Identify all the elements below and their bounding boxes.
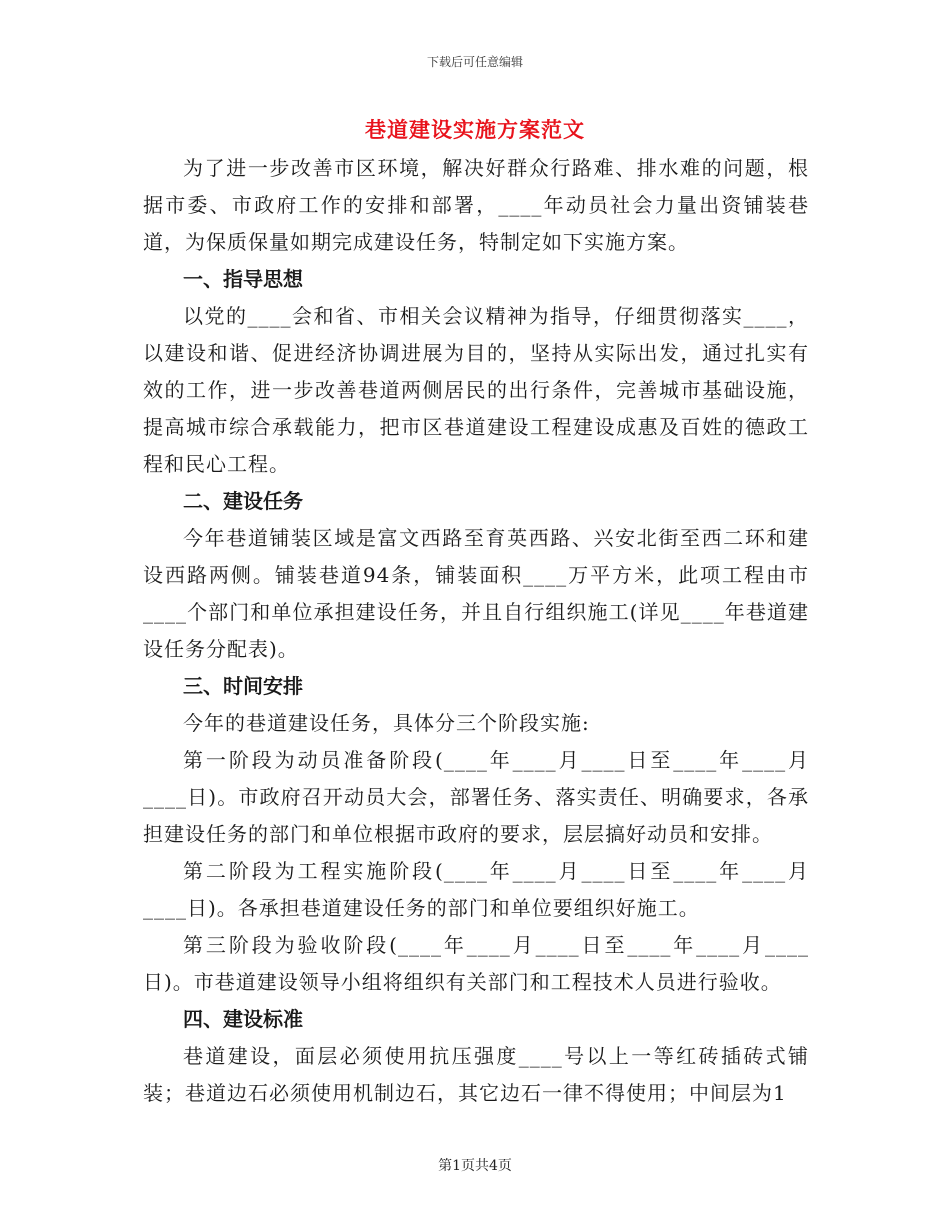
section-heading: 二、建设任务 bbox=[183, 489, 303, 513]
document-body bbox=[143, 150, 809, 1112]
section-paragraph: 今年的巷道建设任务，具体分三个阶段实施: bbox=[183, 711, 590, 735]
section-paragraph: 今年巷道铺装区域是富文西路至育英西路、兴安北街至西二环和建设西路两侧。铺装巷道94条，铺装面积____万平方米，此项工程由市____个部门和单位承担建设任务，并且自行组织施工(详见____年巷道建设任务分配表)。 bbox=[143, 526, 809, 661]
section-paragraph: 第二阶段为工程实施阶段(____年____月____日至____年____月____日)。各承担巷道建设任务的部门和单位要组织好施工。 bbox=[143, 859, 809, 920]
section-heading: 一、指导思想 bbox=[183, 267, 303, 291]
page-footer: 第1页共4页 bbox=[438, 1158, 512, 1174]
header-note: 下载后可任意编辑 bbox=[426, 55, 523, 69]
section-paragraph: 第三阶段为验收阶段(____年____月____日至____年____月____日)。市巷道建设领导小组将组织有关部门和工程技术人员进行验收。 bbox=[143, 933, 809, 994]
section-heading: 三、时间安排 bbox=[183, 674, 303, 698]
intro-paragraph: 为了进一步改善市区环境，解决好群众行路难、排水难的问题，根据市委、市政府工作的安排和部署，____年动员社会力量出资铺装巷道，为保质保量如期完成建设任务，特制定如下实施方案。 bbox=[143, 156, 809, 254]
section-paragraph: 第一阶段为动员准备阶段(____年____月____日至____年____月____日)。市政府召开动员大会，部署任务、落实责任、明确要求，各承担建设任务的部门和单位根据市政府的要求，层层搞好动员和安排。 bbox=[143, 748, 809, 846]
section-heading: 四、建设标准 bbox=[183, 1007, 303, 1031]
document-title: 巷道建设实施方案范文 bbox=[365, 117, 585, 142]
section-paragraph: 以党的____会和省、市相关会议精神为指导，仔细贯彻落实____，以建设和谐、促进经济协调进展为目的，坚持从实际出发，通过扎实有效的工作，进一步改善巷道两侧居民的出行条件，完善城市基础设施，提高城市综合承载能力，把市区巷道建设工程建设成惠及百姓的德政工程和民心工程。 bbox=[143, 304, 809, 476]
section-paragraph: 巷道建设，面层必须使用抗压强度____号以上一等红砖插砖式铺装；巷道边石必须使用机制边石，其它边石一律不得使用；中间层为1 bbox=[143, 1044, 809, 1105]
